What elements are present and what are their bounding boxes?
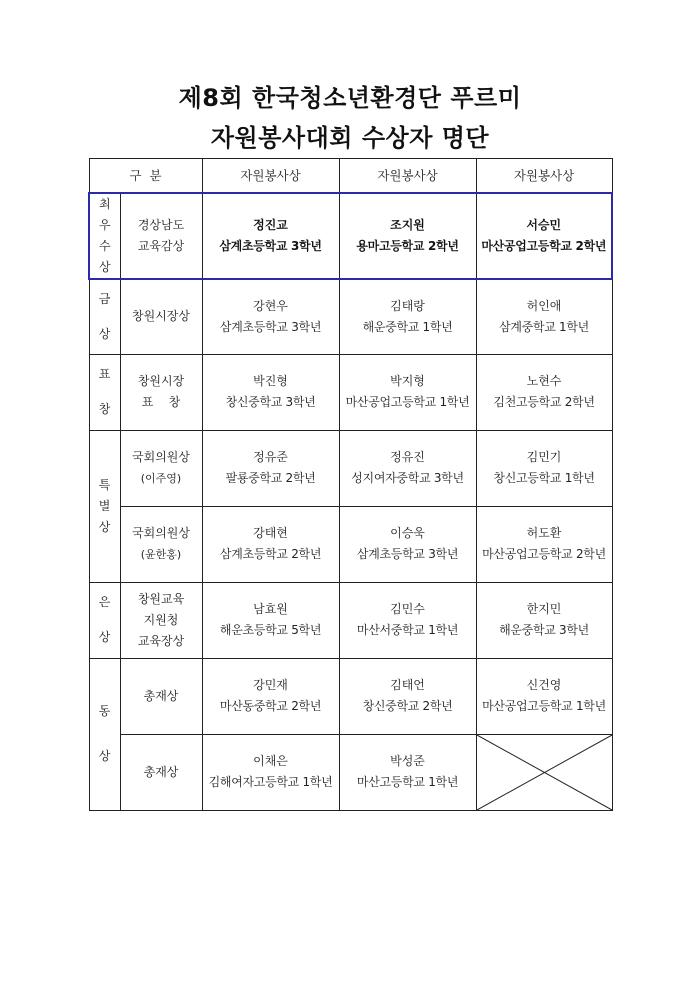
empty-crossed-cell xyxy=(476,734,612,810)
winner-name: 허도환 xyxy=(526,526,562,540)
winner-school: 김천고등학교 2학년 xyxy=(493,395,595,409)
category-commendation: 표 창 xyxy=(89,354,120,430)
winner-name: 조지원 xyxy=(390,218,425,232)
document-title-line-2: 자원봉사대회 수상자 명단 xyxy=(210,124,490,152)
winner-cell xyxy=(476,193,612,279)
award-name: 창원시장 표 창 xyxy=(120,354,202,430)
winner-school: 용마고등학교 2학년 xyxy=(356,239,459,253)
winner-name: 김민기 xyxy=(526,450,562,464)
winner-cell xyxy=(339,658,476,734)
winner-name: 정유준 xyxy=(253,450,288,464)
winner-school: 마산공업고등학교 2학년 xyxy=(481,239,607,253)
winner-school: 창신중학교 2학년 xyxy=(362,699,453,713)
winner-school: 김해여자고등학교 1학년 xyxy=(208,775,333,789)
category-gold-prize: 금 상 xyxy=(89,279,120,354)
winner-cell xyxy=(476,582,612,658)
winner-school: 마산공업고등학교 2학년 xyxy=(482,547,606,561)
winner-cell xyxy=(339,582,476,658)
winner-cell xyxy=(202,734,339,810)
winner-name: 남효원 xyxy=(253,602,288,616)
winner-name: 이채은 xyxy=(253,754,288,768)
winner-school: 팔룡중학교 2학년 xyxy=(225,471,316,485)
winner-cell xyxy=(202,506,339,582)
winner-cell xyxy=(202,354,339,430)
bronze-prize-row xyxy=(89,734,612,810)
winner-cell xyxy=(339,279,476,354)
awards-table xyxy=(88,158,613,811)
award-name: 국회의원상 (윤한홍) xyxy=(120,506,202,582)
winner-school: 창신고등학교 1학년 xyxy=(493,471,595,485)
winner-name: 김태언 xyxy=(390,678,425,692)
winner-cell xyxy=(202,430,339,506)
winner-name: 강태현 xyxy=(253,526,288,540)
category-bronze-prize: 동 상 xyxy=(89,658,120,810)
winner-cell xyxy=(339,430,476,506)
winner-cell xyxy=(476,506,612,582)
special-prize-row xyxy=(89,506,612,582)
silver-prize-row xyxy=(89,582,612,658)
award-name: 창원시장상 xyxy=(120,279,202,354)
header-col-3: 자원봉사상 xyxy=(476,159,612,194)
winner-school: 삼계초등학교 2학년 xyxy=(219,547,322,561)
winner-school: 창신중학교 3학년 xyxy=(225,395,316,409)
winner-name: 박진형 xyxy=(253,374,288,388)
table-header-row xyxy=(89,159,612,194)
winner-school: 성지여자중학교 3학년 xyxy=(351,471,464,485)
winner-name: 정진교 xyxy=(253,218,288,232)
winner-name: 김민수 xyxy=(390,602,425,616)
winner-cell xyxy=(476,354,612,430)
header-division: 구 분 xyxy=(89,159,202,194)
winner-name: 박성준 xyxy=(390,754,425,768)
winner-cell xyxy=(476,430,612,506)
winner-name: 김태랑 xyxy=(390,298,425,313)
winner-school: 마산동중학교 2학년 xyxy=(219,699,322,713)
winner-school: 삼계초등학교 3학년 xyxy=(356,547,459,561)
winner-cell xyxy=(339,506,476,582)
award-name: 경상남도 교육감상 xyxy=(120,193,202,279)
winner-name: 서승민 xyxy=(526,218,562,232)
winner-cell xyxy=(339,193,476,279)
document-title-line-1: 제8회 한국청소년환경단 푸르미 xyxy=(178,84,522,112)
bronze-prize-row xyxy=(89,658,612,734)
winner-school: 마산공업고등학교 1학년 xyxy=(482,699,606,713)
winner-cell xyxy=(202,582,339,658)
cross-out-mark xyxy=(477,735,612,810)
award-name: 총재상 xyxy=(120,734,202,810)
category-grand-prize: 최 우 수 상 xyxy=(89,193,120,279)
winner-name: 박지형 xyxy=(390,374,425,388)
category-special-prize: 특 별 상 xyxy=(89,430,120,582)
gold-prize-row xyxy=(89,279,612,354)
winner-name: 한지민 xyxy=(526,602,562,616)
winner-name: 신건영 xyxy=(526,678,562,692)
award-name: 국회의원상 (이주영) xyxy=(120,430,202,506)
special-prize-row xyxy=(89,430,612,506)
award-name: 총재상 xyxy=(120,658,202,734)
winner-school: 삼계초등학교 3학년 xyxy=(219,239,322,253)
winner-school: 마산공업고등학교 1학년 xyxy=(345,395,470,409)
winner-cell xyxy=(202,193,339,279)
winner-name: 정유진 xyxy=(390,450,425,464)
winner-cell xyxy=(202,279,339,354)
header-col-2: 자원봉사상 xyxy=(339,159,476,194)
winner-school: 해운중학교 1학년 xyxy=(362,319,453,334)
winner-school: 삼계초등학교 3학년 xyxy=(219,319,322,334)
grand-prize-row xyxy=(89,193,612,279)
winner-cell xyxy=(339,354,476,430)
winner-school: 삼계중학교 1학년 xyxy=(499,319,589,334)
winner-cell xyxy=(476,658,612,734)
winner-school: 마산서중학교 1학년 xyxy=(356,623,459,637)
winner-cell xyxy=(476,279,612,354)
winner-name: 강현우 xyxy=(253,298,288,313)
category-silver-prize: 은 상 xyxy=(89,582,120,658)
commendation-row xyxy=(89,354,612,430)
winner-school: 마산고등학교 1학년 xyxy=(356,775,459,789)
winner-cell xyxy=(202,658,339,734)
winner-name: 허인애 xyxy=(526,298,562,313)
winner-name: 이승욱 xyxy=(390,526,425,540)
header-col-1: 자원봉사상 xyxy=(202,159,339,194)
award-name: 창원교육 지원청 교육장상 xyxy=(120,582,202,658)
winner-cell xyxy=(339,734,476,810)
winner-school: 해운초등학교 5학년 xyxy=(219,623,322,637)
winner-school: 해운중학교 3학년 xyxy=(499,623,589,637)
winner-name: 노현수 xyxy=(526,374,562,388)
winner-name: 강민재 xyxy=(253,678,288,692)
